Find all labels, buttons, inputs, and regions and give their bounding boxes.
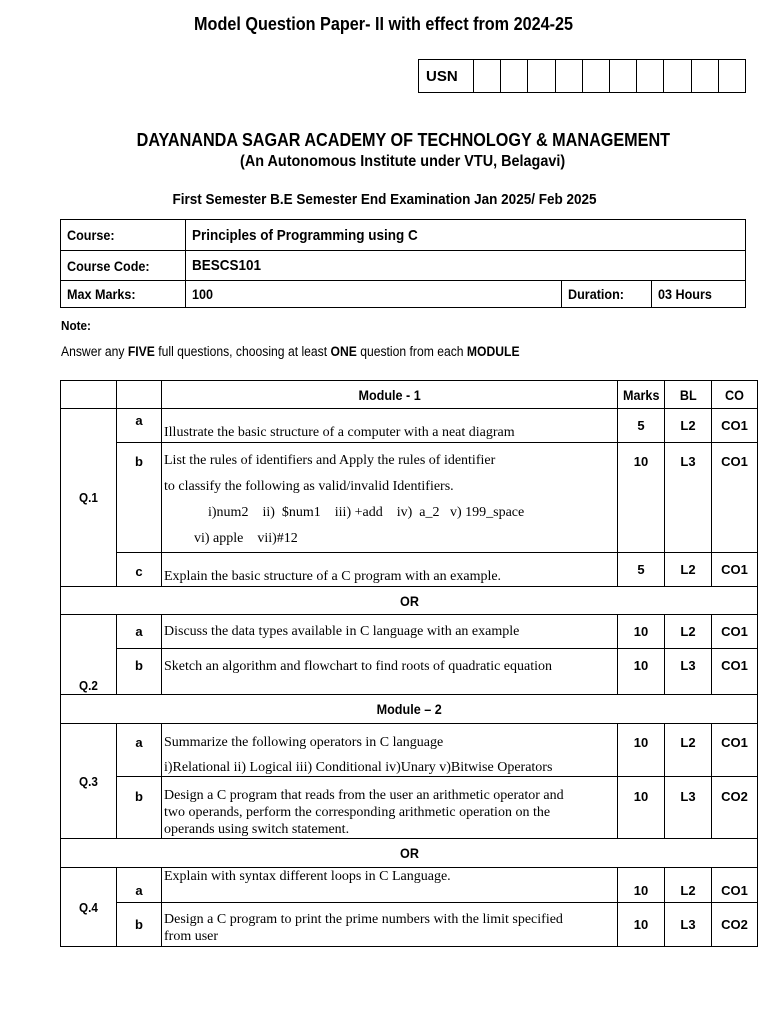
table-header-row — [61, 381, 758, 409]
marks-value: 5 — [618, 553, 665, 587]
instructions-text: full questions, choosing at least — [154, 344, 331, 359]
question-text: Sketch an algorithm and flowchart to find roots of quadratic equation — [162, 649, 618, 695]
question-line: Design a C program that reads from the user an arithmetic operator and — [164, 788, 564, 803]
course-info-table — [60, 219, 746, 308]
question-text — [162, 903, 618, 947]
usn-cell[interactable] — [556, 60, 583, 92]
co-value: CO1 — [712, 724, 758, 777]
course-row — [61, 220, 746, 251]
co-value: CO1 — [712, 553, 758, 587]
part-label: a — [117, 409, 162, 443]
usn-cell[interactable] — [610, 60, 637, 92]
paper-title: Model Question Paper- II with effect from 2024-25 — [194, 14, 574, 34]
bl-value: L2 — [665, 553, 712, 587]
question-text — [162, 443, 618, 553]
question-line: i)num2 ii) $num1 iii) +add iv) a_2 v) 199_space — [208, 505, 525, 520]
bl-value: L3 — [665, 443, 712, 553]
usn-box — [418, 59, 746, 93]
question-text — [162, 724, 618, 777]
max-marks-value: 100 — [186, 281, 562, 308]
part-label: b — [117, 903, 162, 947]
instructions-text: Answer any — [61, 344, 128, 359]
question-row-q4a — [61, 868, 758, 903]
course-code-label: Course Code: — [61, 251, 186, 281]
co-value: CO1 — [712, 409, 758, 443]
institute-subtitle: (An Autonomous Institute under VTU, Belagavi) — [240, 153, 566, 170]
module-2-row — [61, 695, 758, 724]
part-label: b — [117, 777, 162, 839]
bl-value: L3 — [665, 777, 712, 839]
co-value: CO1 — [712, 443, 758, 553]
marks-value: 10 — [618, 868, 665, 903]
bl-value: L2 — [665, 724, 712, 777]
module-1-header: Module - 1 — [162, 381, 618, 409]
co-value: CO1 — [712, 615, 758, 649]
question-text — [162, 777, 618, 839]
question-line: to classify the following as valid/invalid Identifiers. — [164, 479, 454, 494]
or-label: OR — [61, 587, 758, 615]
question-line: Summarize the following operators in C language — [164, 735, 444, 750]
note-label: Note: — [61, 318, 91, 333]
question-text: Discuss the data types available in C language with an example — [162, 615, 618, 649]
instructions-emphasis: FIVE — [127, 344, 155, 359]
co-value: CO1 — [712, 649, 758, 695]
part-label: a — [117, 615, 162, 649]
question-row-q1b — [61, 443, 758, 553]
question-row-q1a — [61, 409, 758, 443]
usn-label: USN — [419, 60, 474, 92]
question-row-q2a — [61, 615, 758, 649]
question-line: operands using switch statement. — [164, 822, 350, 837]
co-header: CO — [712, 381, 758, 409]
question-line: from user — [164, 929, 219, 944]
marks-value: 10 — [618, 777, 665, 839]
max-marks-label: Max Marks: — [61, 281, 186, 308]
course-title: Principles of Programming using C — [186, 220, 746, 251]
usn-cell[interactable] — [501, 60, 528, 92]
usn-cell[interactable] — [528, 60, 555, 92]
part-label: c — [117, 553, 162, 587]
bl-value: L3 — [665, 903, 712, 947]
question-line: Design a C program to print the prime numbers with the limit specified — [164, 912, 563, 927]
question-row-q2b — [61, 649, 758, 695]
bl-header: BL — [665, 381, 712, 409]
usn-cell[interactable] — [719, 60, 745, 92]
usn-cell[interactable] — [664, 60, 691, 92]
marks-value: 5 — [618, 409, 665, 443]
module-2-header: Module – 2 — [61, 695, 758, 724]
header-empty — [117, 381, 162, 409]
part-label: b — [117, 443, 162, 553]
duration-label: Duration: — [562, 281, 652, 308]
bl-value: L2 — [665, 868, 712, 903]
part-label: a — [117, 724, 162, 777]
course-code-row — [61, 251, 746, 281]
usn-cell[interactable] — [474, 60, 501, 92]
question-number-q1: Q.1 — [61, 409, 117, 587]
question-table — [60, 380, 758, 947]
question-number-q3: Q.3 — [61, 724, 117, 839]
usn-cell[interactable] — [692, 60, 719, 92]
instructions — [61, 344, 571, 359]
question-row-q3b — [61, 777, 758, 839]
question-line: List the rules of identifiers and Apply the rules of identifier — [164, 453, 496, 468]
part-label: b — [117, 649, 162, 695]
exam-title: First Semester B.E Semester End Examination Jan 2025/ Feb 2025 — [173, 191, 597, 208]
course-label: Course: — [61, 220, 186, 251]
bl-value: L2 — [665, 615, 712, 649]
header-empty — [61, 381, 117, 409]
question-text: Explain with syntax different loops in C Language. — [162, 868, 618, 903]
marks-duration-row — [61, 281, 746, 308]
usn-cell[interactable] — [583, 60, 610, 92]
marks-value: 10 — [618, 903, 665, 947]
co-value: CO2 — [712, 777, 758, 839]
co-value: CO2 — [712, 903, 758, 947]
marks-header: Marks — [618, 381, 665, 409]
question-row-q1c — [61, 553, 758, 587]
or-separator-row — [61, 587, 758, 615]
question-row-q3a — [61, 724, 758, 777]
course-code-value: BESCS101 — [186, 251, 746, 281]
question-row-q4b — [61, 903, 758, 947]
instructions-emphasis: ONE — [330, 344, 357, 359]
question-text: Explain the basic structure of a C program with an example. — [162, 553, 618, 587]
question-line: vi) apple vii)#12 — [194, 531, 298, 546]
question-line: i)Relational ii) Logical iii) Conditional iv)Unary v)Bitwise Operators — [164, 760, 553, 775]
question-text: Illustrate the basic structure of a computer with a neat diagram — [162, 409, 618, 443]
marks-value: 10 — [618, 443, 665, 553]
bl-value: L3 — [665, 649, 712, 695]
or-label: OR — [61, 839, 758, 868]
part-label: a — [117, 868, 162, 903]
marks-value: 10 — [618, 649, 665, 695]
or-separator-row — [61, 839, 758, 868]
question-line: two operands, perform the corresponding arithmetic operation on the — [164, 805, 551, 820]
co-value: CO1 — [712, 868, 758, 903]
marks-value: 10 — [618, 724, 665, 777]
usn-cell[interactable] — [637, 60, 664, 92]
bl-value: L2 — [665, 409, 712, 443]
duration-value: 03 Hours — [652, 281, 746, 308]
instructions-emphasis: MODULE — [466, 344, 520, 359]
institute-name: DAYANANDA SAGAR ACADEMY OF TECHNOLOGY & MANAGEMENT — [136, 130, 670, 150]
instructions-text: question from each — [356, 344, 467, 359]
question-number-q4: Q.4 — [61, 868, 117, 947]
question-number-q2: Q.2 — [61, 615, 117, 695]
marks-value: 10 — [618, 615, 665, 649]
